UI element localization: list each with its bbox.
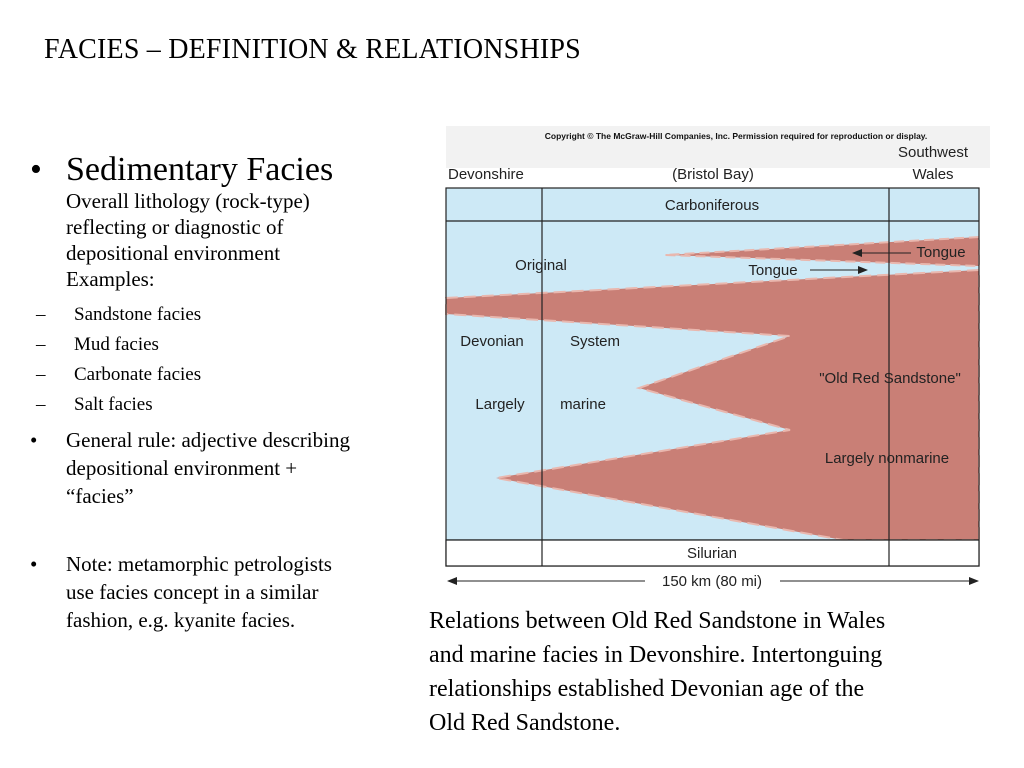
dash-glyph: – bbox=[36, 304, 46, 325]
dash-glyph: – bbox=[36, 394, 46, 415]
dash-glyph: – bbox=[36, 364, 46, 385]
bullet-glyph: • bbox=[30, 552, 38, 576]
definition-line: reflecting or diagnostic of bbox=[66, 215, 284, 239]
bullet-glyph: • bbox=[30, 428, 38, 452]
definition-text bbox=[30, 188, 425, 292]
bullet-line: use facies concept in a similar bbox=[66, 580, 319, 604]
label-marine: marine bbox=[560, 396, 606, 413]
bullet-note bbox=[30, 550, 425, 634]
slide-title: FACIES – DEFINITION & RELATIONSHIPS bbox=[44, 34, 581, 65]
example-item bbox=[30, 300, 425, 330]
examples-list bbox=[30, 300, 425, 420]
bullet-line: Note: metamorphic petrologists bbox=[66, 552, 332, 576]
copyright-notice: Copyright © The McGraw-Hill Companies, Inc. Permission required for reproduction or display. bbox=[544, 131, 928, 141]
label-largely: Largely bbox=[475, 396, 525, 413]
cross-section-svg bbox=[436, 126, 992, 596]
bullet-line: fashion, e.g. kyanite facies. bbox=[66, 608, 296, 632]
label-old-red-sandstone: "Old Red Sandstone" bbox=[819, 370, 961, 387]
bullet-sedimentary-facies bbox=[30, 152, 425, 188]
bullet-heading: Sedimentary Facies bbox=[66, 151, 334, 188]
definition-line: depositional environment bbox=[66, 241, 281, 265]
bullet-glyph: • bbox=[30, 151, 42, 188]
example-label: Salt facies bbox=[74, 394, 153, 415]
dash-glyph: – bbox=[36, 334, 46, 355]
example-label: Mud facies bbox=[74, 334, 159, 355]
label-original: Original bbox=[515, 257, 567, 274]
facies-cross-section-figure bbox=[436, 126, 992, 596]
example-item bbox=[30, 330, 425, 360]
label-tongue-middle: Tongue bbox=[748, 262, 798, 279]
example-item bbox=[30, 360, 425, 390]
figure-caption bbox=[429, 604, 989, 740]
bullet-general-rule bbox=[30, 426, 425, 510]
example-item bbox=[30, 390, 425, 420]
header-devonshire: Devonshire bbox=[448, 166, 524, 183]
examples-label: Examples: bbox=[66, 267, 155, 291]
label-devonian: Devonian bbox=[460, 333, 524, 350]
header-wales: Wales bbox=[912, 166, 954, 183]
bullet-list bbox=[30, 152, 425, 634]
label-silurian: Silurian bbox=[686, 545, 738, 562]
caption-line: Old Red Sandstone. bbox=[429, 710, 621, 736]
caption-line: and marine facies in Devonshire. Intertonguing bbox=[429, 642, 883, 668]
header-bristol-bay: (Bristol Bay) bbox=[672, 166, 754, 183]
bullet-line: “facies” bbox=[66, 484, 134, 508]
label-carboniferous: Carboniferous bbox=[664, 197, 760, 214]
caption-line: Relations between Old Red Sandstone in Wales bbox=[429, 608, 886, 634]
definition-line: Overall lithology (rock-type) bbox=[66, 189, 310, 213]
scale-label: 150 km (80 mi) bbox=[661, 573, 763, 590]
header-southwest: Southwest bbox=[897, 144, 969, 161]
example-label: Sandstone facies bbox=[74, 304, 202, 325]
bullet-line: depositional environment + bbox=[66, 456, 298, 480]
label-tongue-right: Tongue bbox=[916, 244, 966, 261]
caption-line: relationships established Devonian age of the bbox=[429, 676, 865, 702]
label-system: System bbox=[569, 333, 621, 350]
example-label: Carbonate facies bbox=[74, 364, 202, 385]
label-largely-nonmarine: Largely nonmarine bbox=[824, 450, 950, 467]
bullet-line: General rule: adjective describing bbox=[66, 428, 350, 452]
